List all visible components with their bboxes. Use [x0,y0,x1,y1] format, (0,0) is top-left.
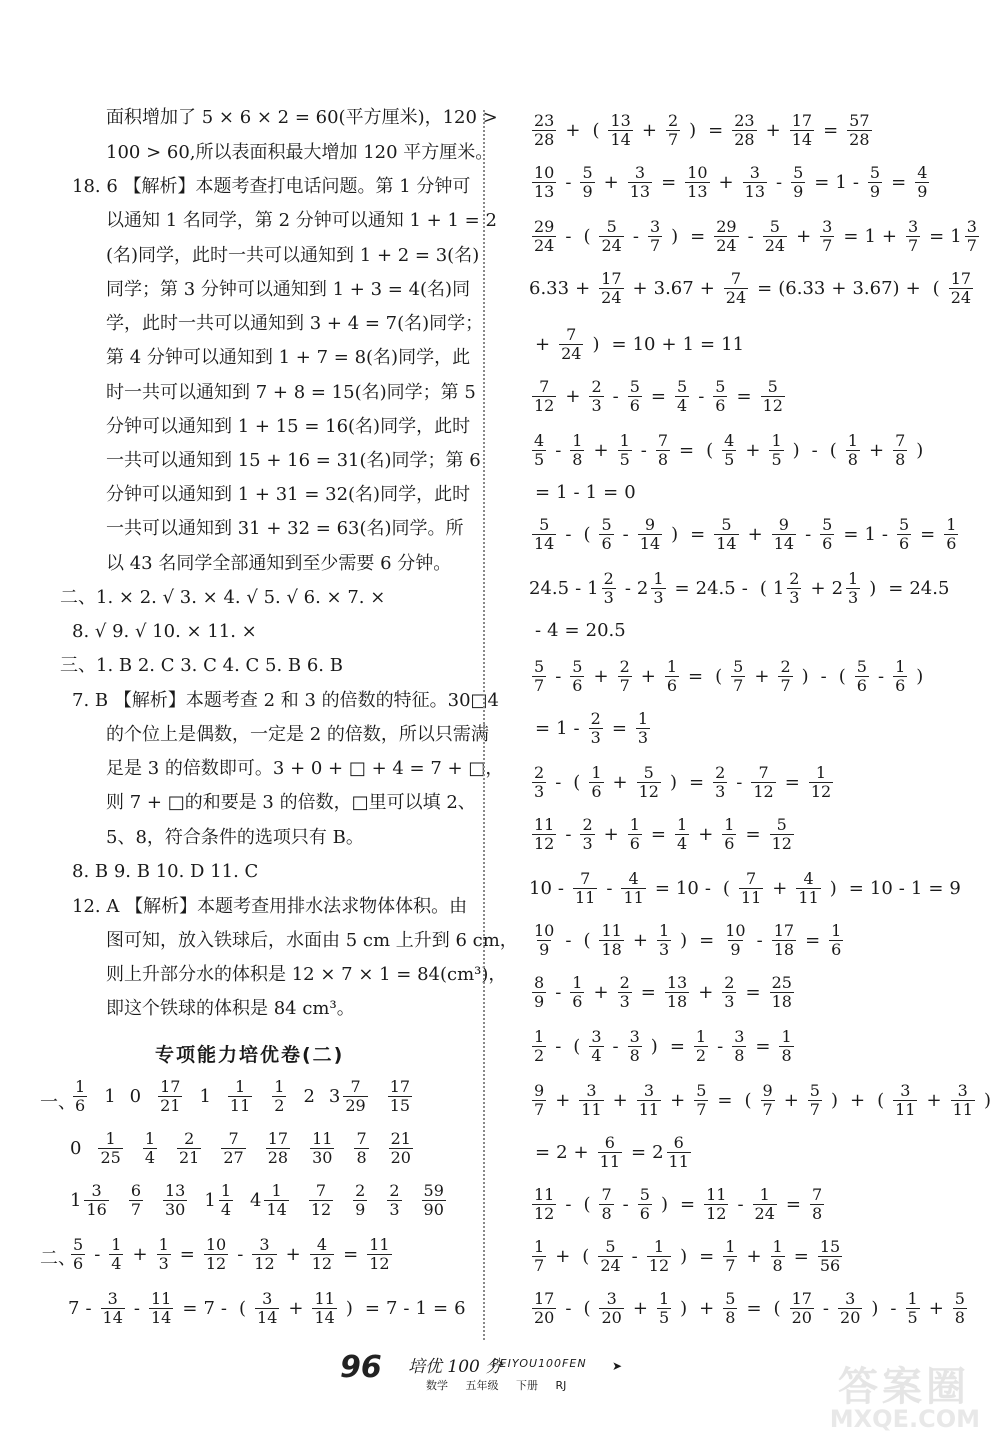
page-footer [340,1350,660,1394]
fraction: $\frac{4}{12}$ [311,1235,333,1273]
fraction: $\frac{29}{24}$ [534,217,555,255]
fraction: $\frac{11}{14}$ [151,1289,172,1327]
fraction: $\frac{17}{20}$ [791,1289,812,1327]
equation: = 1 - $\frac{2}{3}$ = $\frac{1}{3}$ [535,709,649,747]
answer-value: 4 $\frac{1}{14}$ [250,1181,287,1219]
fraction: $\frac{3}{4}$ [591,1027,602,1065]
fraction: $\frac{1}{11}$ [229,1077,251,1115]
fraction: $\frac{4}{11}$ [623,869,644,907]
fraction: $\frac{5}{12}$ [638,763,659,801]
answer-value: 0 [70,1138,82,1159]
fraction: $\frac{3}{16}$ [86,1181,107,1219]
fraction: $\frac{5}{6}$ [898,515,910,553]
edition-label: RJ [555,1379,567,1392]
answer-value: 3 $\frac{7}{29}$ [328,1077,366,1115]
fraction: $\frac{23}{28}$ [534,111,555,149]
text-line: 则 7 + □的和要是 3 的倍数，□里可以填 2、 [106,792,476,813]
fraction: $\frac{1}{12}$ [648,1237,670,1275]
fraction: $\frac{17}{14}$ [791,111,813,149]
answer-value [306,1182,336,1219]
fraction: $\frac{4}{11}$ [798,869,819,907]
text-line: 8. √ 9. √ 10. × 11. × [72,621,257,642]
fraction: $\frac{7}{12}$ [310,1181,332,1219]
equation: = 2 + $\frac{6}{11}$ = 2 $\frac{6}{11}$ [535,1133,689,1171]
text-line: 三、1. B 2. C 3. C 4. C 5. B 6. B [60,655,343,676]
text-line: 以通知 1 名同学，第 2 分钟可以通知 1 + 1 = 2 [106,210,497,231]
fraction: $\frac{3}{13}$ [744,163,765,201]
answer-value [269,1078,289,1115]
equation: $\frac{17}{20}$ - ( $\frac{3}{20}$ + $\frac{1}{5}$ ) + $\frac{5}{8}$ = ( $\frac{17}{20}$ - $\frac{3}{20}$ ) - $\frac{1}{5}$ + $\frac{5}{8}$ [534,1289,965,1327]
answer-value [218,1130,248,1167]
fraction: $\frac{25}{18}$ [771,973,792,1011]
fraction: $\frac{5}{7}$ [733,657,744,695]
equation: 6.33 + $\frac{17}{24}$ + 3.67 + $\frac{7}{24}$ = (6.33 + 3.67) + ( $\frac{17}{24}$ [529,269,972,307]
answer-value [263,1130,293,1167]
fraction: $\frac{17}{15}$ [389,1077,411,1115]
fraction: $\frac{3}{11}$ [581,1081,602,1119]
fraction: $\frac{59}{90}$ [423,1181,444,1219]
fraction: $\frac{2}{3}$ [590,709,601,747]
text-line: (名)同学，此时一共可以通知到 1 + 2 = 3(名) [106,245,480,266]
answer-row [70,1078,415,1115]
arrow-right-icon: ➤ [612,1359,623,1373]
equation: $\frac{5}{7}$ - $\frac{5}{6}$ + $\frac{2}{7}$ + $\frac{1}{6}$ = ( $\frac{5}{7}$ + $\frac{2}{7}$ ) - ( $\frac{5}{6}$ - $\frac{1}{6}$ ) [534,657,924,695]
fraction: $\frac{1}{6}$ [572,973,583,1011]
fraction: $\frac{1}{5}$ [907,1289,918,1327]
fraction: $\frac{9}{14}$ [773,515,795,553]
fraction: $\frac{9}{7}$ [762,1081,773,1119]
fraction: $\frac{6}{11}$ [668,1133,689,1171]
fraction: $\frac{3}{11}$ [952,1081,973,1119]
answer-value [351,1130,371,1167]
brand-english: PEIYOU100FEN [492,1357,587,1370]
fraction: $\frac{5}{24}$ [600,1237,621,1275]
fraction: $\frac{9}{14}$ [639,515,661,553]
answer-value [307,1130,337,1167]
text-line: 学，此时一共可以通知到 3 + 4 = 7(名)同学； [106,313,484,334]
text-line: 分钟可以通知到 1 + 31 = 32(名)同学，此时 [106,484,471,505]
fraction: $\frac{2}{3}$ [789,569,800,607]
fraction: $\frac{5}{14}$ [716,515,737,553]
fraction: $\frac{1}{12}$ [810,763,832,801]
text-line: 足是 3 的倍数即可。3 + 0 + □ + 4 = 7 + □， [106,758,504,779]
equation: $\frac{8}{9}$ - $\frac{1}{6}$ + $\frac{2}{3}$ = $\frac{13}{18}$ + $\frac{2}{3}$ = $\frac{25}{18}$ [534,973,792,1011]
equation: $\frac{1}{7}$ + ( $\frac{5}{24}$ - $\frac{1}{12}$ ) = $\frac{1}{7}$ + $\frac{1}{8}$ = $\frac{15}{56}$ [534,1237,841,1275]
fraction: $\frac{1}{5}$ [771,431,782,469]
fraction: $\frac{2}{3}$ [603,569,614,607]
fraction: $\frac{11}{12}$ [706,1185,727,1223]
equation: $\frac{5}{14}$ - ( $\frac{5}{6}$ - $\frac{9}{14}$ ) = $\frac{5}{14}$ + $\frac{9}{14}$ - $\frac{5}{6}$ = 1 - $\frac{5}{6}$ = $\frac{1}{6}$ [534,515,957,553]
fraction: $\frac{1}{3}$ [653,569,664,607]
fraction: $\frac{1}{4}$ [144,1129,155,1167]
fraction: $\frac{13}{30}$ [165,1181,186,1219]
fraction: $\frac{5}{9}$ [582,163,593,201]
fraction: $\frac{10}{13}$ [534,163,555,201]
fraction: $\frac{1}{8}$ [847,431,858,469]
fraction: $\frac{5}{14}$ [534,515,555,553]
equation: $\frac{23}{28}$ + ( $\frac{13}{14}$ + $\frac{2}{7}$ ) = $\frac{23}{28}$ + $\frac{17}{14}$ = $\frac{57}{28}$ [534,111,870,149]
fraction: $\frac{3}{20}$ [601,1289,622,1327]
volume-label: 下册 [516,1379,538,1392]
answer-value [95,1130,125,1167]
fraction: $\frac{23}{28}$ [734,111,755,149]
equation: $\frac{1}{2}$ - ( $\frac{3}{4}$ - $\frac{3}{8}$ ) = $\frac{1}{2}$ - $\frac{3}{8}$ = $\frac{1}{8}$ [534,1027,792,1065]
fraction: $\frac{3}{14}$ [257,1289,278,1327]
answer-value [225,1078,255,1115]
text-line: 一共可以通知到 31 + 32 = 63(名)同学。所 [106,518,464,539]
fraction: $\frac{10}{13}$ [687,163,708,201]
text-line: 以 43 名同学全部通知到至少需要 6 分钟。 [106,553,452,574]
fraction: $\frac{13}{18}$ [666,973,688,1011]
fraction: $\frac{1}{3}$ [158,1235,169,1273]
fraction: $\frac{3}{11}$ [895,1081,916,1119]
fraction: $\frac{2}{3}$ [724,973,735,1011]
fraction: $\frac{4}{9}$ [917,163,928,201]
fraction: $\frac{17}{20}$ [534,1289,555,1327]
answer-value: 1 [199,1086,211,1107]
fraction: $\frac{5}{4}$ [677,377,688,415]
equation: $\frac{9}{7}$ + $\frac{3}{11}$ + $\frac{3}{11}$ + $\frac{5}{7}$ = ( $\frac{9}{7}$ + $\frac{5}{7}$ ) + ( $\frac{3}{11}$ + $\frac{3}{11}$ ) [534,1081,991,1119]
part-label: 二、 [40,1248,76,1269]
text-line: 一共可以通知到 15 + 16 = 31(名)同学；第 6 [106,450,481,471]
equation: $\frac{7}{12}$ + $\frac{2}{3}$ - $\frac{5}{6}$ = $\frac{5}{4}$ - $\frac{5}{6}$ = $\frac{5}{12}$ [534,377,783,415]
equation: $\frac{5}{6}$ - $\frac{1}{4}$ + $\frac{1}{3}$ = $\frac{10}{12}$ - $\frac{3}{12}$ + $\frac{4}{12}$ = $\frac{11}{12}$ [73,1235,390,1273]
fraction: $\frac{11}{12}$ [534,815,555,853]
fraction: $\frac{3}{7}$ [822,217,833,255]
fraction: $\frac{7}{11}$ [740,869,762,907]
fraction: $\frac{3}{7}$ [966,217,977,255]
answer-value [160,1182,190,1219]
fraction: $\frac{29}{24}$ [716,217,737,255]
answer-row [70,1182,449,1219]
fraction: $\frac{3}{7}$ [907,217,919,255]
fraction: $\frac{1}{4}$ [220,1181,231,1219]
fraction: $\frac{7}{27}$ [223,1129,244,1167]
fraction: $\frac{1}{6}$ [946,515,957,553]
fraction: $\frac{1}{24}$ [754,1185,775,1223]
fraction: $\frac{2}{3}$ [715,763,726,801]
fraction: $\frac{1}{6}$ [831,921,842,959]
fraction: $\frac{5}{6}$ [572,657,583,695]
fraction: $\frac{15}{56}$ [819,1237,841,1275]
fraction: $\frac{7}{8}$ [601,1185,612,1223]
fraction: $\frac{5}{9}$ [869,163,881,201]
fraction: $\frac{11}{30}$ [312,1129,333,1167]
fraction: $\frac{5}{12}$ [771,815,792,853]
fraction: $\frac{1}{8}$ [772,1237,783,1275]
fraction: $\frac{1}{7}$ [534,1237,545,1275]
fraction: $\frac{5}{6}$ [856,657,867,695]
text-line: 第 4 分钟可以通知到 1 + 7 = 8(名)同学，此 [106,347,471,368]
answer-value [126,1182,146,1219]
fraction: $\frac{5}{8}$ [954,1289,965,1327]
equation: $\frac{10}{9}$ - ( $\frac{11}{18}$ + $\frac{1}{3}$ ) = $\frac{10}{9}$ - $\frac{17}{18}$ = $\frac{1}{6}$ [534,921,842,959]
equation: 7 - $\frac{3}{14}$ - $\frac{11}{14}$ = 7 - ( $\frac{3}{14}$ + $\frac{11}{14}$ ) = 7 - 1 = 6 [68,1289,466,1327]
fraction: $\frac{1}{6}$ [629,815,640,853]
fraction: $\frac{1}{6}$ [724,815,735,853]
fraction: $\frac{7}{12}$ [753,763,774,801]
fraction: $\frac{10}{12}$ [205,1235,227,1273]
fraction: $\frac{1}{2}$ [534,1027,545,1065]
text-line: 100 > 60,所以表面积最大增加 120 平方厘米。 [106,142,494,163]
text-line: 同学；第 3 分钟可以通知到 1 + 3 = 4(名)同 [106,279,471,300]
fraction: $\frac{2}{7}$ [619,657,630,695]
answer-value [419,1182,449,1219]
text-line: 则上升部分水的体积是 12 × 7 × 1 = 84(cm³)， [106,964,507,985]
fraction: $\frac{57}{28}$ [849,111,870,149]
fraction: $\frac{7}{24}$ [561,325,582,363]
fraction: $\frac{3}{8}$ [734,1027,745,1065]
fraction: $\frac{1}{25}$ [100,1129,121,1167]
fraction: $\frac{3}{8}$ [629,1027,640,1065]
fraction: $\frac{7}{24}$ [725,269,747,307]
fraction: $\frac{5}{6}$ [715,377,726,415]
fraction: $\frac{1}{6}$ [895,657,906,695]
fraction: $\frac{9}{7}$ [534,1081,545,1119]
equation: - 4 = 20.5 [535,620,626,641]
fraction: $\frac{3}{14}$ [102,1289,123,1327]
text-line: 8. B 9. B 10. D 11. C [72,861,259,882]
fraction: $\frac{5}{6}$ [601,515,612,553]
fraction: $\frac{5}{8}$ [725,1289,736,1327]
answer-value: 0 [129,1086,142,1107]
fraction: $\frac{1}{8}$ [781,1027,792,1065]
fraction: $\frac{5}{24}$ [764,217,786,255]
fraction: $\frac{4}{5}$ [534,431,545,469]
fraction: $\frac{2}{3}$ [389,1181,400,1219]
fraction: $\frac{1}{14}$ [266,1181,287,1219]
fraction: $\frac{1}{6}$ [666,657,678,695]
fraction: $\frac{11}{12}$ [369,1235,390,1273]
answer-value [350,1182,370,1219]
fraction: $\frac{1}{4}$ [677,815,688,853]
fraction: $\frac{11}{14}$ [314,1289,335,1327]
fraction: $\frac{7}{11}$ [575,869,596,907]
answer-value: 1 $\frac{1}{4}$ [204,1181,231,1219]
answer-value: 1 [104,1086,116,1107]
watermark [790,1355,980,1435]
fraction: $\frac{1}{8}$ [572,431,583,469]
fraction: $\frac{2}{3}$ [582,815,593,853]
fraction: $\frac{13}{14}$ [610,111,631,149]
fraction: $\frac{1}{6}$ [591,763,602,801]
text-line: 图可知，放入铁球后，水面由 5 cm 上升到 6 cm， [106,930,518,951]
answer-value [174,1130,204,1167]
watermark-bottom: MXQE.COM [829,1405,980,1433]
column-divider [483,110,485,1340]
fraction: $\frac{4}{5}$ [724,431,735,469]
fraction: $\frac{5}{6}$ [822,515,833,553]
fraction: $\frac{2}{3}$ [619,973,630,1011]
fraction: $\frac{21}{20}$ [390,1129,411,1167]
fraction: $\frac{11}{18}$ [601,921,622,959]
fraction: $\frac{10}{9}$ [534,921,555,959]
fraction: $\frac{7}{8}$ [657,431,669,469]
fraction: $\frac{1}{5}$ [619,431,630,469]
answer-value [140,1130,160,1167]
fraction: $\frac{17}{21}$ [160,1077,181,1115]
section-title: 专项能力培优卷(二) [155,1044,345,1066]
fraction: $\frac{5}{6}$ [629,377,640,415]
fraction: $\frac{1}{2}$ [274,1077,285,1115]
fraction: $\frac{11}{12}$ [534,1185,555,1223]
fraction: $\frac{2}{3}$ [534,763,545,801]
text-line: 分钟可以通知到 1 + 15 = 16(名)同学，此时 [106,416,471,437]
text-line: 二、1. × 2. √ 3. × 4. √ 5. √ 6. × 7. × [60,587,386,608]
answer-value [155,1078,185,1115]
text-line: 7. B 【解析】本题考查 2 和 3 的倍数的特征。30□4 [72,690,499,711]
fraction: $\frac{3}{11}$ [638,1081,660,1119]
equation: $\frac{4}{5}$ - $\frac{1}{8}$ + $\frac{1}{5}$ - $\frac{7}{8}$ = ( $\frac{4}{5}$ + $\frac{1}{5}$ ) - ( $\frac{1}{8}$ + $\frac{7}{8}$ ) [534,431,924,469]
grade-label: 五年级 [465,1379,499,1392]
equation: $\frac{2}{3}$ - ( $\frac{1}{6}$ + $\frac{5}{12}$ ) = $\frac{2}{3}$ - $\frac{7}{12}$ = $\frac{1}{12}$ [534,763,832,801]
fraction: $\frac{3}{7}$ [649,217,661,255]
answer-row [70,1130,416,1167]
fraction: $\frac{5}{6}$ [73,1235,84,1273]
fraction: $\frac{5}{6}$ [639,1185,650,1223]
fraction: $\frac{6}{7}$ [130,1181,141,1219]
text-line: 时一共可以通知到 7 + 8 = 15(名)同学；第 5 [106,382,476,403]
brand-title: 培优 100 分 [408,1357,503,1377]
fraction: $\frac{6}{11}$ [599,1133,620,1171]
fraction: $\frac{7}{12}$ [534,377,555,415]
fraction: $\frac{7}{8}$ [356,1129,367,1167]
answer-value [70,1078,90,1115]
page-number: 96 [340,1350,382,1385]
fraction: $\frac{2}{7}$ [780,657,791,695]
fraction: $\frac{5}{7}$ [809,1081,820,1119]
text-line: 面积增加了 5 × 6 × 2 = 60(平方厘米)，120 > [106,107,498,128]
fraction: $\frac{1}{2}$ [695,1027,707,1065]
equation: 24.5 - 1 $\frac{2}{3}$ - 2 $\frac{1}{3}$ = 24.5 - ( 1 $\frac{2}{3}$ + 2 $\frac{1}{3}$ ) = 24.5 [529,569,950,607]
equation: $\frac{29}{24}$ - ( $\frac{5}{24}$ - $\frac{3}{7}$ ) = $\frac{29}{24}$ - $\frac{5}{24}$ + $\frac{3}{7}$ = 1 + $\frac{3}{7}$ = 1 $\frac{3}{7}$ [534,217,977,255]
book-info [426,1377,566,1393]
fraction: $\frac{1}{5}$ [658,1289,670,1327]
fraction: $\frac{7}{8}$ [895,431,906,469]
answer-value [386,1130,416,1167]
fraction: $\frac{3}{13}$ [629,163,651,201]
fraction: $\frac{1}{6}$ [75,1077,86,1115]
fraction: $\frac{5}{9}$ [793,163,804,201]
fraction: $\frac{10}{9}$ [725,921,746,959]
fraction: $\frac{1}{4}$ [111,1235,122,1273]
fraction: $\frac{7}{8}$ [811,1185,823,1223]
equation: 10 - $\frac{7}{11}$ - $\frac{4}{11}$ = 10 - ( $\frac{7}{11}$ + $\frac{4}{11}$ ) = 10 - 1 = 9 [529,869,961,907]
fraction: $\frac{5}{12}$ [762,377,783,415]
fraction: $\frac{5}{7}$ [696,1081,707,1119]
equation: $\frac{11}{12}$ - $\frac{2}{3}$ + $\frac{1}{6}$ = $\frac{1}{4}$ + $\frac{1}{6}$ = $\frac{5}{12}$ [534,815,792,853]
fraction: $\frac{17}{24}$ [601,269,622,307]
answer-value [384,1182,404,1219]
text-line: 12. A 【解析】本题考查用排水法求物体体积。由 [72,896,468,917]
fraction: $\frac{1}{3}$ [848,569,859,607]
fraction: $\frac{5}{7}$ [534,657,545,695]
fraction: $\frac{3}{12}$ [254,1235,275,1273]
answer-value [385,1078,415,1115]
equation: + $\frac{7}{24}$ ) = 10 + 1 = 11 [535,325,745,363]
text-line: 的个位上是偶数，一定是 2 的倍数，所以只需满 [106,724,489,745]
fraction: $\frac{2}{7}$ [667,111,679,149]
fraction: $\frac{5}{24}$ [601,217,622,255]
fraction: $\frac{8}{9}$ [534,973,545,1011]
watermark-top: 答案圈 [838,1364,970,1410]
fraction: $\frac{2}{21}$ [179,1129,200,1167]
fraction: $\frac{1}{3}$ [637,709,649,747]
answer-value: 1 $\frac{3}{16}$ [70,1181,107,1219]
fraction: $\frac{1}{3}$ [658,921,670,959]
fraction: $\frac{17}{28}$ [267,1129,289,1167]
text-line: 5、8，符合条件的选项只有 B。 [106,827,364,848]
text-line: 18. 6 【解析】本题考查打电话问题。第 1 分钟可 [72,176,471,197]
fraction: $\frac{2}{9}$ [355,1181,366,1219]
fraction: $\frac{7}{29}$ [345,1077,366,1115]
fraction: $\frac{1}{7}$ [725,1237,736,1275]
part-label: 一、 [40,1092,76,1113]
fraction: $\frac{17}{18}$ [773,921,795,959]
equation: $\frac{11}{12}$ - ( $\frac{7}{8}$ - $\frac{5}{6}$ ) = $\frac{11}{12}$ - $\frac{1}{24}$ = $\frac{7}{8}$ [534,1185,823,1223]
answer-value: 2 [303,1086,315,1107]
fraction: $\frac{3}{20}$ [840,1289,861,1327]
fraction: $\frac{17}{24}$ [950,269,972,307]
equation: $\frac{10}{13}$ - $\frac{5}{9}$ + $\frac{3}{13}$ = $\frac{10}{13}$ + $\frac{3}{13}$ - $\frac{5}{9}$ = 1 - $\frac{5}{9}$ = $\frac{4}{9}$ [534,163,928,201]
text-line: 即这个铁球的体积是 84 cm³。 [106,998,355,1019]
equation: = 1 - 1 = 0 [535,482,636,503]
subject-label: 数学 [426,1379,448,1392]
fraction: $\frac{2}{3}$ [591,377,602,415]
